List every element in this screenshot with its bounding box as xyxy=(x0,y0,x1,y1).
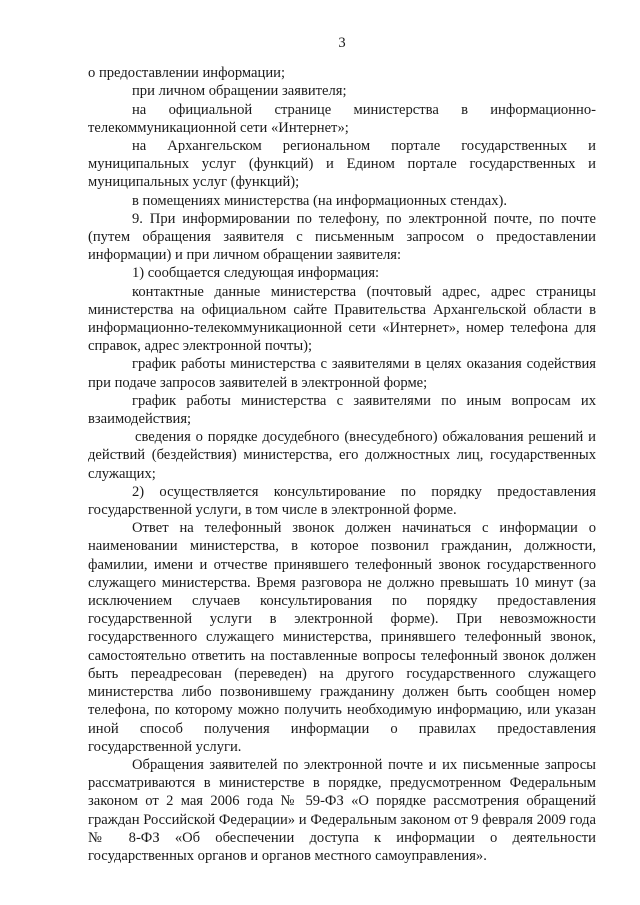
page-number: 3 xyxy=(338,35,346,51)
paragraph-4: на Архангельском региональном портале государственных и муниципальных услуг (функций) и Едином портале государственных и муниципальных услуг (функций); xyxy=(88,138,596,191)
paragraph-1: о предоставлении информации; xyxy=(88,65,286,82)
paragraph-14: Обращения заявителей по электронной почте и их письменные запросы рассматриваются в министерстве в порядке, предусмотренном Федеральным законом от 2 мая 2006 года № 59-ФЗ «О порядке рассмотрения обращений граждан Российской Федерации» и Федеральным законом от 9 февраля 2009 года № 8-ФЗ «Об обеспечении доступа к информации о деятельности государственных органов и органов местного самоуправления». xyxy=(88,756,596,864)
paragraph-2: при личном обращении заявителя; xyxy=(132,83,347,100)
paragraph-6: 9. При информировании по телефону, по электронной почте, по почте (путем обращения заявителя с письменным запросом о предоставлении информации) и при личном обращении заявителя: xyxy=(88,210,596,264)
paragraph-10: график работы министерства с заявителями по иным вопросам их взаимодействия; xyxy=(88,392,596,428)
paragraph-12: 2) осуществляется консультирование по порядку предоставления государственной услуги, в том числе в электронной форме. xyxy=(88,483,596,519)
paragraph-3: на официальной странице министерства в информационно-телекоммуникационной сети «Интернет»; xyxy=(88,101,596,136)
paragraph-8: контактные данные министерства (почтовый адрес, адрес страницы министерства на официальном сайте Правительства Архангельской области в информационно-телекоммуникационной сети «Интернет», номер телефона для справок, адрес электронной почты); xyxy=(88,283,596,355)
paragraph-13: Ответ на телефонный звонок должен начинаться с информации о наименовании министерства, в которое позвонил гражданин, должности, фамилии, имени и отчестве принявшего телефонный звонок государственного служащего министерства. Время разговора не должно превышать 10 минут (за исключением случаев консультирования по порядку предоставления государственной услуги в электронной форме). При невозможности государственного служащего министерства, принявшего телефонный звонок, самостоятельно ответить на поставленные вопросы телефонный звонок должен быть переадресован (переведен) на другого государственного служащего министерства либо позвонившему гражданину должен быть сообщен номер телефона, по которому можно получить необходимую информацию, или указан иной способ получения информации о правилах предоставления государственной услуги. xyxy=(88,520,596,755)
paragraph-7: 1) сообщается следующая информация: xyxy=(132,265,380,282)
paragraph-9: график работы министерства с заявителями в целях оказания содействия при подаче запросов заявителей в электронной форме; xyxy=(88,356,596,391)
paragraph-11: сведения о порядке досудебного (внесудебного) обжалования решений и действий (бездействия) министерства, его должностных лиц, государственных служащих; xyxy=(88,429,596,482)
paragraph-5: в помещениях министерства (на информационных стендах). xyxy=(132,192,508,209)
document-page xyxy=(88,34,596,865)
